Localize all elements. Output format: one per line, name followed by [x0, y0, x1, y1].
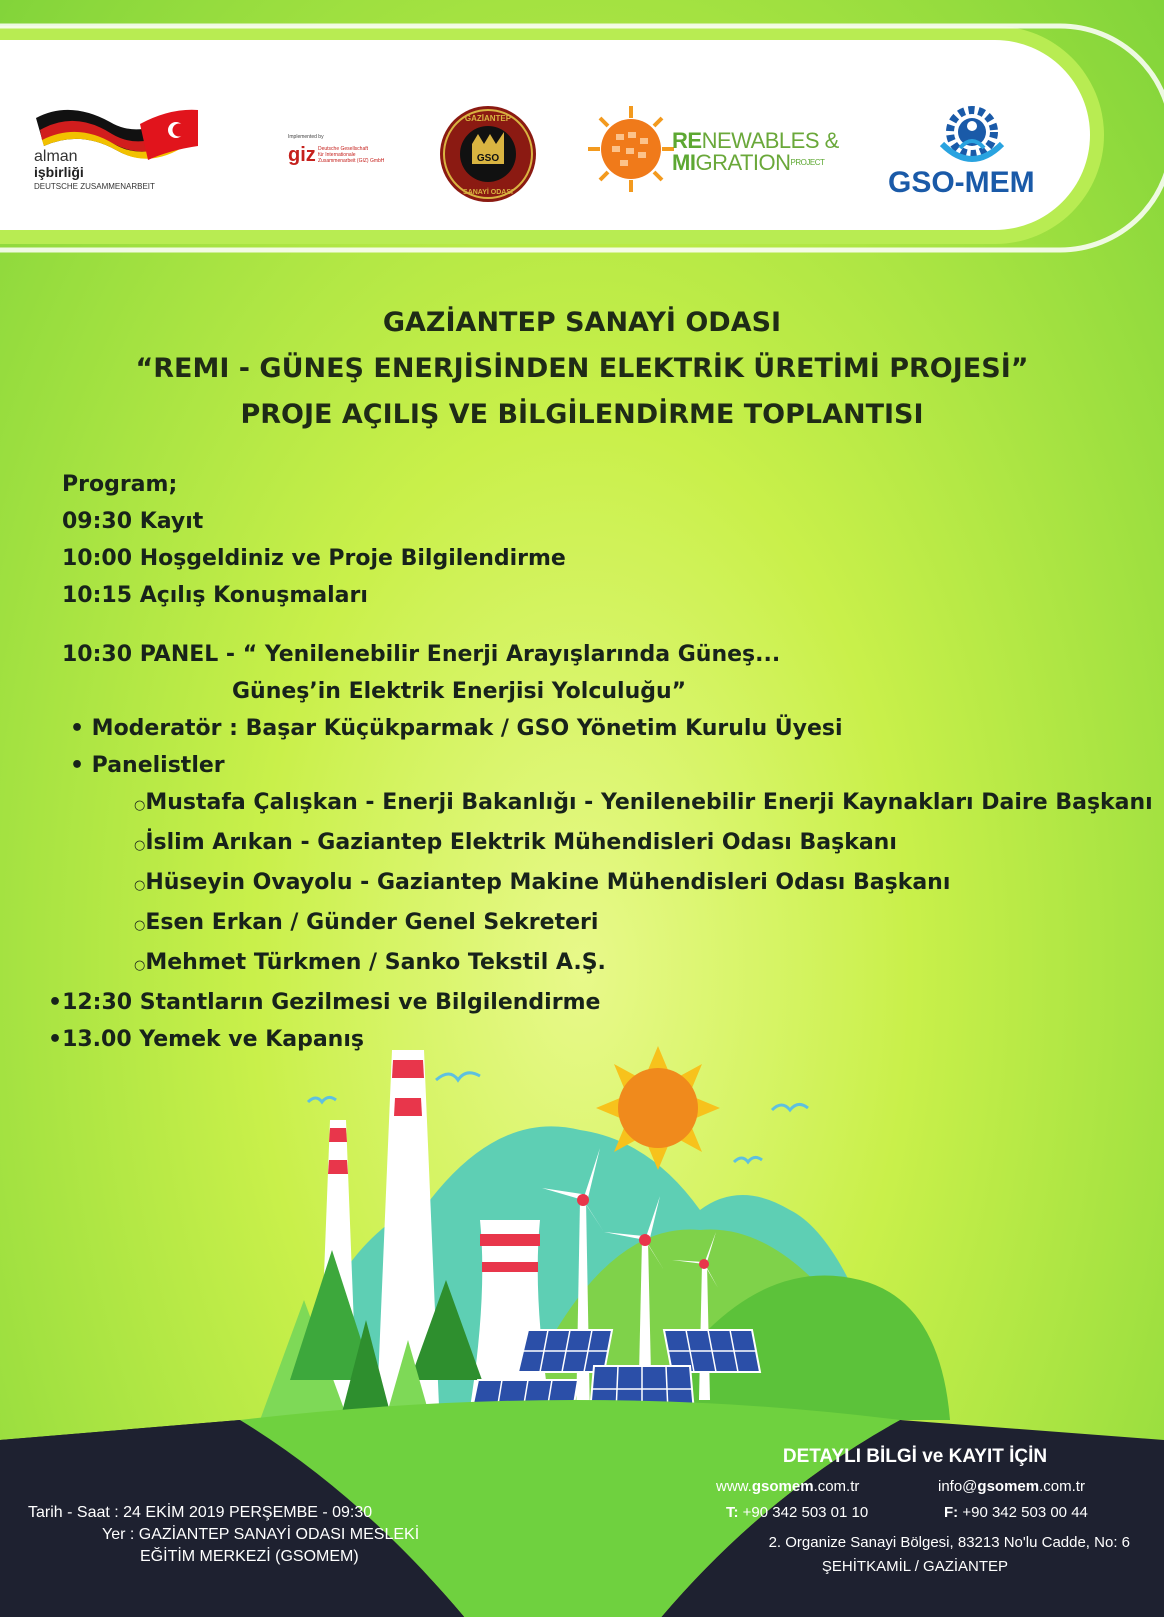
bullet-icon: •: [70, 716, 85, 741]
remi-line2: GRATION: [695, 150, 791, 175]
panel-line-1: 10:30 PANEL - “ Yenilenebilir Enerji Arayışlarında Güneş...: [62, 642, 781, 667]
bullet-icon: •: [70, 753, 85, 778]
alman-line3: DEUTSCHE ZUSAMMENARBEIT: [34, 182, 155, 191]
alman-line2: işbirliği: [34, 164, 84, 180]
program-item-3: 10:15 Açılış Konuşmaları: [62, 583, 368, 608]
remi-mi: MI: [672, 150, 696, 175]
gso-seal-top: GAZİANTEP: [464, 114, 512, 123]
circle-bullet-icon: ○: [134, 918, 146, 933]
bird-icon: [772, 1104, 808, 1110]
fax-number: +90 342 503 00 44: [962, 1504, 1088, 1521]
gso-seal-bottom: SANAYİ ODASI: [463, 189, 513, 196]
giz-text-2: für Internationale: [318, 152, 356, 158]
bullet-icon: •: [48, 990, 63, 1015]
bird-icon: [436, 1073, 480, 1080]
remi-project: PROJECT: [790, 158, 825, 167]
venue-line-1: Yer : GAZİANTEP SANAYİ ODASI MESLEKİ: [102, 1526, 420, 1543]
fax-label: F:: [944, 1504, 959, 1521]
bird-icon: [734, 1157, 762, 1162]
remi-line1: NEWABLES &: [701, 128, 839, 153]
contact-title: DETAYLI BİLGİ ve KAYIT İÇİN: [782, 1446, 1048, 1467]
gso-seal-center: GSO: [476, 153, 500, 164]
alman-line1: alman: [34, 148, 78, 165]
panelist-name: Hüseyin Ovayolu - Gaziantep Makine Mühendisleri Odası Başkanı: [145, 870, 951, 895]
title-line-3: PROJE AÇILIŞ VE BİLGİLENDİRME TOPLANTISI: [240, 399, 924, 430]
address-line-1: 2. Organize Sanayi Bölgesi, 83213 No'lu Cadde, No: 6: [768, 1534, 1130, 1551]
giz-text-1: Deutsche Gesellschaft: [318, 146, 369, 152]
sun-icon: [596, 1046, 720, 1170]
giz-text-3: Zusammenarbeit (GIZ) GmbH: [318, 158, 385, 164]
program-late-1-text: 12:30 Stantların Gezilmesi ve Bilgilendirme: [62, 990, 601, 1015]
email-bold: gsomem: [977, 1478, 1040, 1495]
panel-line-2: Güneş’in Elektrik Enerjisi Yolculuğu”: [232, 679, 687, 704]
title-line-2: “REMI - GÜNEŞ ENERJİSİNDEN ELEKTRİK ÜRETİMİ PROJESİ”: [135, 353, 1029, 384]
venue-line-2: EĞİTİM MERKEZİ (GSOMEM): [140, 1548, 359, 1565]
bullet-icon: •: [48, 1027, 63, 1052]
bird-icon: [308, 1097, 336, 1102]
email-suffix: .com.tr: [1039, 1478, 1085, 1495]
program-item-1: 09:30 Kayıt: [62, 509, 204, 534]
tel-number: +90 342 503 01 10: [742, 1504, 869, 1521]
email-prefix: info@: [938, 1478, 978, 1495]
event-details: [28, 1502, 419, 1568]
panelists-label: Panelistler: [91, 753, 225, 778]
panelist-name: İslim Arıkan - Gaziantep Elektrik Mühendisleri Odası Başkanı: [145, 830, 897, 855]
circle-bullet-icon: ○: [134, 958, 146, 973]
remi-re: RE: [672, 128, 702, 153]
date-line: Tarih - Saat : 24 EKİM 2019 PERŞEMBE - 09:30: [28, 1504, 373, 1521]
website-link[interactable]: [716, 1478, 859, 1495]
address-line-2: ŞEHİTKAMİL / GAZİANTEP: [821, 1558, 1009, 1575]
panelist-name: Mustafa Çalışkan - Enerji Bakanlığı - Yenilenebilir Enerji Kaynakları Daire Başkanı: [145, 790, 1153, 815]
email-link[interactable]: [938, 1478, 1085, 1495]
circle-bullet-icon: ○: [134, 878, 146, 893]
title-line-1: GAZİANTEP SANAYİ ODASI: [382, 307, 782, 338]
contact-block: [700, 1446, 1130, 1578]
phone: [726, 1504, 868, 1521]
web-bold: gsomem: [751, 1478, 814, 1495]
tel-label: T:: [726, 1504, 739, 1521]
panelist-name: Mehmet Türkmen / Sanko Tekstil A.Ş.: [145, 950, 606, 975]
web-suffix: .com.tr: [813, 1478, 860, 1495]
moderator-text: Moderatör : Başar Küçükparmak / GSO Yönetim Kurulu Üyesi: [91, 716, 843, 741]
panelist-name: Esen Erkan / Günder Genel Sekreteri: [145, 910, 599, 935]
giz-mark: giz: [288, 144, 316, 166]
program-item-2: 10:00 Hoşgeldiniz ve Proje Bilgilendirme: [62, 546, 566, 571]
web-prefix: www.: [716, 1478, 752, 1495]
giz-small-top: Implemented by: [288, 134, 324, 140]
gsomem-text: GSO-MEM: [888, 166, 1035, 199]
program-heading: Program;: [62, 472, 178, 497]
circle-bullet-icon: ○: [134, 798, 146, 813]
circle-bullet-icon: ○: [134, 838, 146, 853]
program-late-2-text: 13.00 Yemek ve Kapanış: [62, 1027, 364, 1052]
fax: [944, 1504, 1088, 1521]
